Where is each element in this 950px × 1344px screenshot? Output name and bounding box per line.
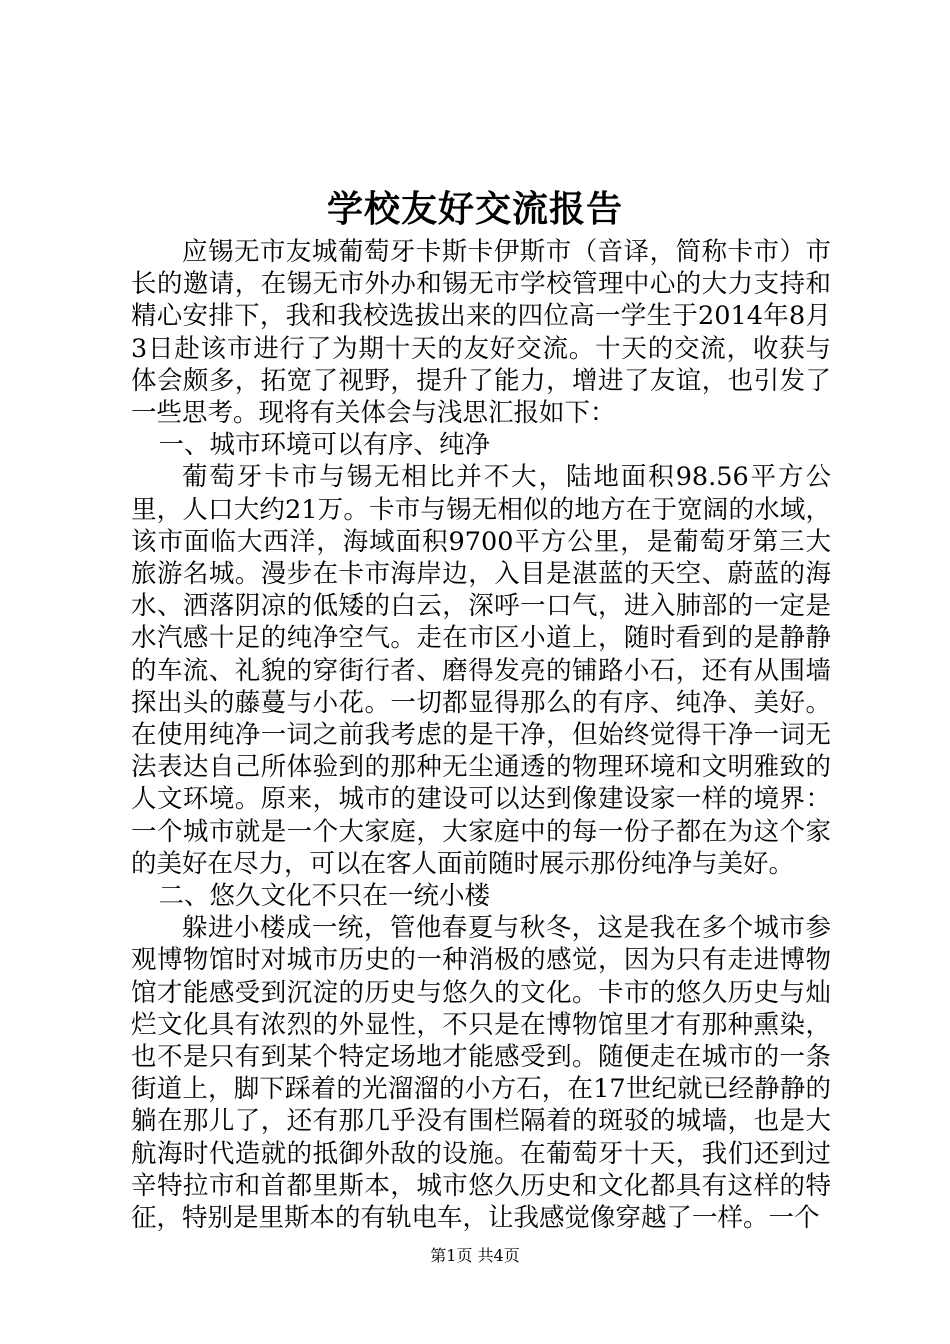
paragraph-city-environment: 葡萄牙卡市与锡无相比并不大，陆地面积98.56平方公里，人口大约21万。卡市与锡无相似的地方在于宽阔的水域，该市面临大西洋，海域面积9700平方公里，是葡萄牙第三大旅游名城。漫步在卡市海岸边，入目是湛蓝的天空、蔚蓝的海水、洒落阴凉的低矮的白云，深呼一口气，进入肺部的一定是水汽感十足的纯净空气。走在市区小道上，随时看到的是静静的车流、礼貌的穿街行者、磨得发亮的铺路小石，还有从围墙探出头的藤蔓与小花。一切都显得那么的有序、纯净、美好。在使用纯净一词之前我考虑的是干净，但始终觉得干净一词无法表达自己所体验到的那种无尘通透的物理环境和文明雅致的人文环境。原来，城市的建设可以达到像建设家一样的境界：一个城市就是一个大家庭，大家庭中的每一份子都在为这个家的美好在尽力，可以在客人面前随时展示那份纯净与美好。 bbox=[131, 462, 831, 879]
section-heading-2: 二、悠久文化不只在一统小楼 bbox=[158, 881, 491, 912]
paragraph-culture: 躲进小楼成一统，管他春夏与秋冬，这是我在多个城市参观博物馆时对城市历史的一种消极的感觉，因为只有走进博物馆才能感受到沉淀的历史与悠久的文化。卡市的悠久历史与灿烂文化具有浓烈的外显性，不只是在博物馆里才有那种熏染，也不是只有到某个特定场地才能感受到。随便走在城市的一条街道上，脚下踩着的光溜溜的小方石，在17世纪就已经静静的躺在那儿了，还有那几乎没有围栏隔着的斑驳的城墙，也是大航海时代造就的抵御外敌的设施。在葡萄牙十天，我们还到过辛特拉市和首都里斯本，城市悠久历史和文化都具有这样的特征，特别是里斯本的有轨电车，让我感觉像穿越了一样。一个 bbox=[131, 913, 831, 1234]
document-body bbox=[131, 236, 831, 1234]
paragraph-intro: 应锡无市友城葡萄牙卡斯卡伊斯市（音译，简称卡市）市长的邀请，在锡无市外办和锡无市学校管理中心的大力支持和精心安排下，我和我校选拔出来的四位高一学生于2014年8月3日赴该市进行了为期十天的友好交流。十天的交流，收获与体会颇多，拓宽了视野，提升了能力，增进了友谊，也引发了一些思考。现将有关体会与浅思汇报如下： bbox=[131, 237, 831, 429]
document-title: 学校友好交流报告 bbox=[326, 188, 623, 230]
page-number-footer: 第1页 共4页 bbox=[430, 1246, 520, 1265]
section-heading-1: 一、城市环境可以有序、纯净 bbox=[158, 430, 491, 461]
